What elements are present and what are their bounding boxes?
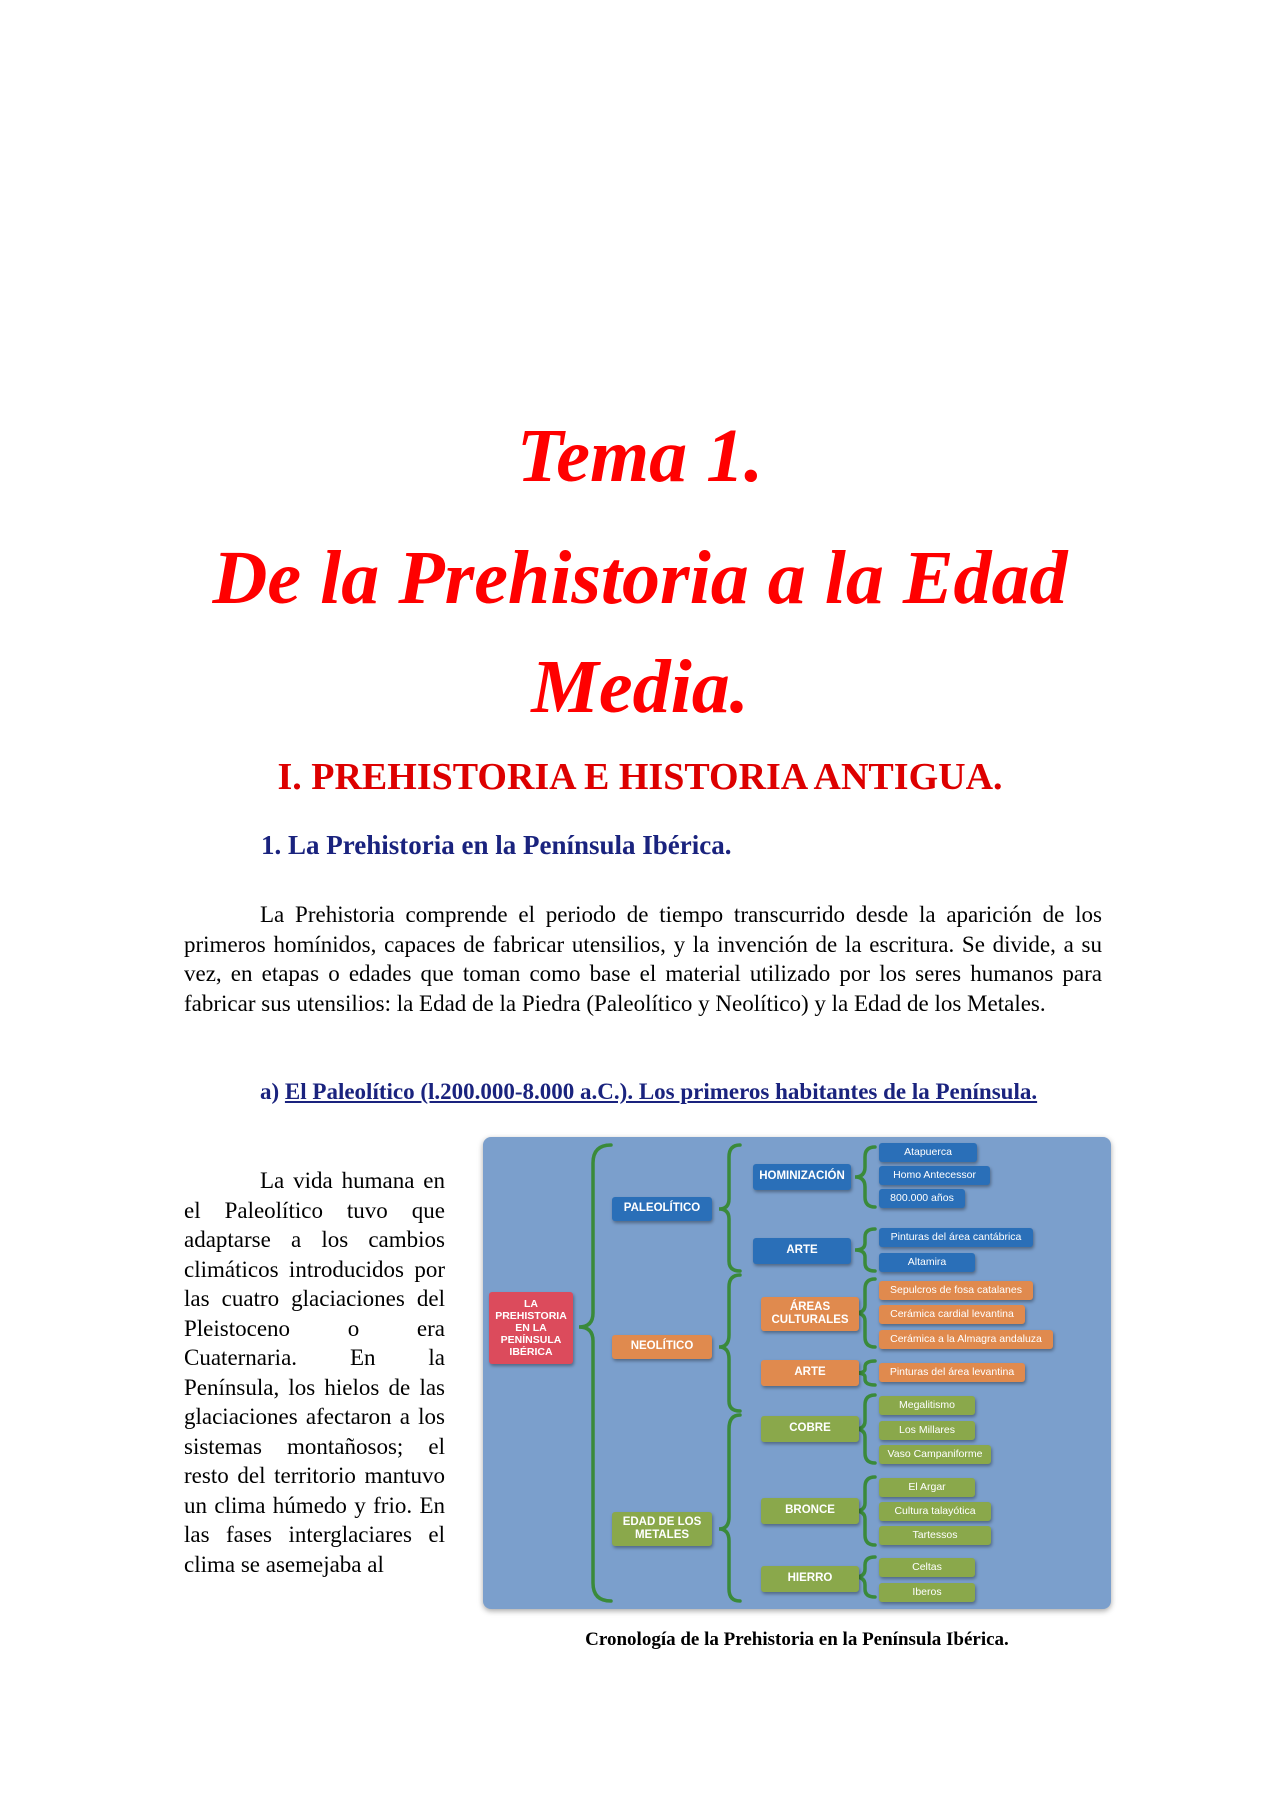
intro-paragraph (184, 900, 1102, 1018)
item-el-argar: El Argar (879, 1478, 975, 1497)
item-pinturas-levantina: Pinturas del área levantina (879, 1363, 1025, 1382)
subsection-title: 1. La Prehistoria en la Península Ibérica. (261, 830, 732, 860)
diagram-root: LA PREHISTORIA EN LA PENÍNSULA IBÉRICA (489, 1292, 573, 1364)
stage-cobre: COBRE (761, 1416, 859, 1442)
item-ceramica-cardial: Cerámica cardial levantina (879, 1305, 1025, 1324)
item-megalitismo: Megalitismo (879, 1396, 975, 1415)
stage-arte-paleolitico: ARTE (753, 1238, 851, 1264)
brace-metales (719, 1415, 740, 1601)
title-line-1: Tema 1. (516, 414, 764, 498)
item-iberos: Iberos (879, 1583, 975, 1602)
stage-hierro: HIERRO (761, 1566, 859, 1592)
brace-arte-paleo (855, 1229, 875, 1271)
intro-paragraph-text: La Prehistoria comprende el periodo de tiempo transcurrido desde la aparición de los primeros homínidos, capaces de fabricar utensilios, y la invención de la escritura. Se divide, a su vez, en etapas o edades que toman como base el material utilizado por los seres humanos para fabricar sus utensilios: la Edad de la Piedra (Paleolítico y Neolítico) y la Edad de los Metales. (184, 902, 1102, 1016)
column-paragraph-text: La vida humana en el Paleolítico tuvo que adaptarse a los cambios climáticos introducidos por las cuatro glaciaciones del Pleistoceno o era Cuaternaria. En la Península, los hielos de las glaciaciones afectaron a los sistemas montañosos; el resto del territorio mantuvo un clima húmedo y frio. En las fases interglaciares el clima se asemejaba al (184, 1168, 445, 1577)
item-altamira: Altamira (879, 1253, 975, 1272)
period-neolitico: NEOLÍTICO (612, 1335, 712, 1359)
brace-hominizacion (855, 1147, 875, 1207)
item-homo-antecessor: Homo Antecessor (879, 1166, 990, 1185)
chronology-diagram (483, 1137, 1111, 1609)
stage-hominizacion: HOMINIZACIÓN (753, 1164, 851, 1190)
subheading-prefix: a) (260, 1079, 280, 1104)
title-line-3: Media. (531, 645, 749, 729)
brace-paleolitico (719, 1145, 740, 1271)
item-tartessos: Tartessos (879, 1526, 991, 1545)
brace-root (579, 1145, 611, 1601)
stage-bronce: BRONCE (761, 1498, 859, 1524)
section-title: I. PREHISTORIA E HISTORIA ANTIGUA. (277, 756, 1003, 798)
item-celtas: Celtas (879, 1558, 975, 1577)
period-metales: EDAD DE LOS METALES (612, 1512, 712, 1546)
period-paleolitico: PALEOLÍTICO (612, 1197, 712, 1221)
item-ceramica-almagra: Cerámica a la Almagra andaluza (879, 1330, 1053, 1349)
column-paragraph (184, 1166, 445, 1579)
item-los-millares: Los Millares (879, 1421, 975, 1440)
title-line-2: De la Prehistoria a la Edad (212, 536, 1068, 620)
item-cultura-talayotica: Cultura talayótica (879, 1502, 991, 1521)
stage-arte-neolitico: ARTE (761, 1360, 859, 1386)
item-800000: 800.000 años (879, 1189, 965, 1208)
subheading-paleolitico (184, 1077, 1102, 1106)
subheading-link[interactable]: El Paleolítico (l.200.000-8.000 a.C.). Los primeros habitantes de la Península. (284, 1079, 1038, 1104)
brace-neolitico (719, 1275, 740, 1411)
stage-areas-culturales: ÁREAS CULTURALES (761, 1297, 859, 1331)
item-vaso-campaniforme: Vaso Campaniforme (879, 1445, 991, 1464)
item-pinturas-cantabrica: Pinturas del área cantábrica (879, 1228, 1033, 1247)
item-sepulcros: Sepulcros de fosa catalanes (879, 1281, 1033, 1300)
diagram-caption: Cronología de la Prehistoria en la Península Ibérica. (585, 1629, 1009, 1650)
item-atapuerca: Atapuerca (879, 1143, 977, 1162)
